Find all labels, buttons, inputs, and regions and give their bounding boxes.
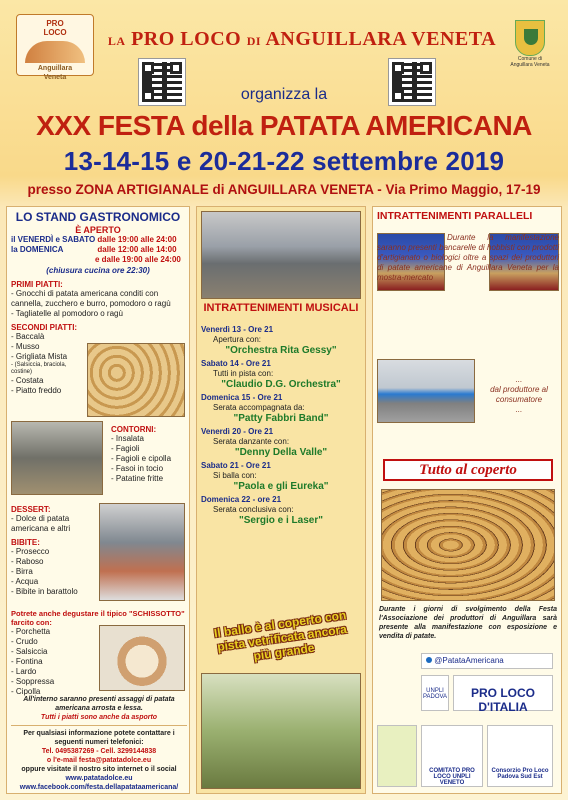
intrattenimenti-musicali-column [196, 206, 366, 794]
opening-hours: il VENERDÌ e SABATO dalle 19:00 alle 24:00 la DOMENICA dalle 12:00 alle 14:00 e dalle 19:00 alle 24:00 [11, 235, 181, 264]
cooks-photo [99, 503, 185, 601]
contact-info: Per qualsiasi informazione potete contattare i seguenti numeri telefonici: Tel. 0495387269 - Cell. 3299144838 o l'e-mail festa@patatadolce.eu oppure visitate il nostro sito internet o il social www.patatadolce.eu www.facebook.com/festa.dellapatataamericana/ [11, 725, 187, 792]
event-item: Domenica 15 - Ore 21 Serata accompagnata da: "Patty Fabbri Band" [201, 393, 329, 424]
schissotto-photo [99, 625, 185, 691]
tents-photo [377, 359, 475, 423]
event-item: Venerdì 20 - Ore 21 Serata danzante con: "Denny Della Valle" [201, 427, 328, 458]
comitato-logo: COMITATO PRO LOCO UNPLI VENETO [421, 725, 483, 787]
event-item: Sabato 14 - Ore 21 Tutti in pista con: "Claudio D.G. Orchestra" [201, 359, 341, 390]
festa-location: presso ZONA ARTIGIANALE di ANGUILLARA VENETA - Via Primo Maggio, 17-19 [27, 182, 541, 197]
proloco-italia-logo: PRO LOCO D'ITALIA [453, 675, 553, 711]
unpli-logo: UNPLI PADOVA [421, 675, 449, 711]
primi-header: PRIMI PIATTI: [11, 280, 63, 289]
comune-crest: Comune di Anguillara Veneta [510, 20, 550, 78]
consorzio-logo: Consorzio Pro Loco Padova Sud Est [487, 725, 553, 787]
ballo-al-coperto: Il ballo è al coperto con pista vetrificata ancora più grande [213, 607, 348, 664]
social-badge[interactable]: @PatataAmericana [421, 653, 553, 669]
assaggi-note: All'interno saranno presenti assaggi di patata americana arrosta e lessa. Tutti i piatti sono anche da asporto [23, 696, 175, 721]
stand-gastronomico-column [6, 206, 190, 794]
schissotto-box: Potrete anche degustare il tipico "SCHISSOTTO" farcito con: - Porchetta - Crudo - Salsiccia - Fontina - Lardo - Soppressa - Cipolla [11, 605, 187, 697]
chiusura-note: (chiusura cucina ore 22:30) [46, 266, 150, 275]
potato-harvest-photo [201, 673, 361, 789]
facebook-icon [426, 657, 432, 663]
contorni-box: CONTORNI: - Insalata - Fagioli - Fagioli e cipolla - Fasoi in tocio - Patatine fritte [111, 421, 187, 484]
associazione-text: Durante i giorni di svolgimento della Festa l'Associazione dei produttori di Anguillara sarà presente alla manifestazione con esposizione e vendita di patate. [379, 606, 557, 640]
pro-loco-logo: PRO LOCO Anguillara Veneta [16, 14, 94, 76]
header [6, 6, 562, 206]
dance-photo [201, 211, 361, 299]
musicali-title: INTRATTENIMENTI MUSICALI [203, 302, 359, 314]
website-link[interactable]: www.patatadolce.eu [65, 775, 133, 782]
crest-icon [515, 20, 545, 56]
gnocchi-photo [87, 343, 185, 417]
events-list [197, 325, 365, 526]
paralleli-title: INTRATTENIMENTI PARALLELI [377, 210, 533, 222]
event-item: Venerdì 13 - Ore 21 Apertura con: "Orchestra Rita Gessy" [201, 325, 337, 356]
potatoes-photo [381, 489, 555, 601]
tutto-al-coperto: Tutto al coperto [383, 459, 553, 481]
event-item: Domenica 22 - ore 21 Serata conclusiva con: "Sergio e i Laser" [201, 495, 323, 526]
dessert-box: DESSERT: - Dolce di patata americana e altri BIBITE: - Prosecco - Raboso - Birra - Acqua - Bibite in barattolo [11, 501, 97, 597]
event-item: Sabato 21 - Ore 21 Si balla con: "Paola e gli Eureka" [201, 461, 329, 492]
stand-title: LO STAND GASTRONOMICO [15, 210, 181, 224]
sponsor-logo [377, 725, 417, 787]
organizer-title: LA PRO LOCO DI ANGUILLARA VENETA [107, 28, 497, 50]
secondi-header: SECONDI PIATTI: [11, 323, 78, 332]
festa-dates: 13-14-15 e 20-21-22 settembre 2019 [63, 146, 505, 176]
intrattenimenti-paralleli-column [372, 206, 562, 794]
primi-list: - Gnocchi di patata americana conditi con cannella, zucchero e burro, pomodoro o ragù - Tagliatelle al pomodoro o ragù [11, 289, 185, 319]
organizza-text: organizza la [240, 86, 328, 103]
aperto-text: È APERTO [75, 225, 121, 235]
produttore-box: ... dal produttore al consumatore ... [490, 375, 548, 414]
paralleli-text: Durante la manifestazione saranno presenti bancarelle di hobbisti con prodotti d'artigianato o biologici oltre a spazi dei produttori di patate americane di Anguillara Veneta per la mostra-mercato [377, 233, 559, 282]
secondi-list: - Baccalà - Musso - Grigliata Mista - (Salsiccia, braciola, costine) - Costata - Piatto freddo [11, 332, 85, 396]
facebook-link[interactable]: www.facebook.com/festa.dellapatataamericana/ [19, 784, 179, 791]
festa-title: XXX FESTA della PATATA AMERICANA [36, 110, 532, 141]
kitchen-photo [11, 421, 103, 495]
